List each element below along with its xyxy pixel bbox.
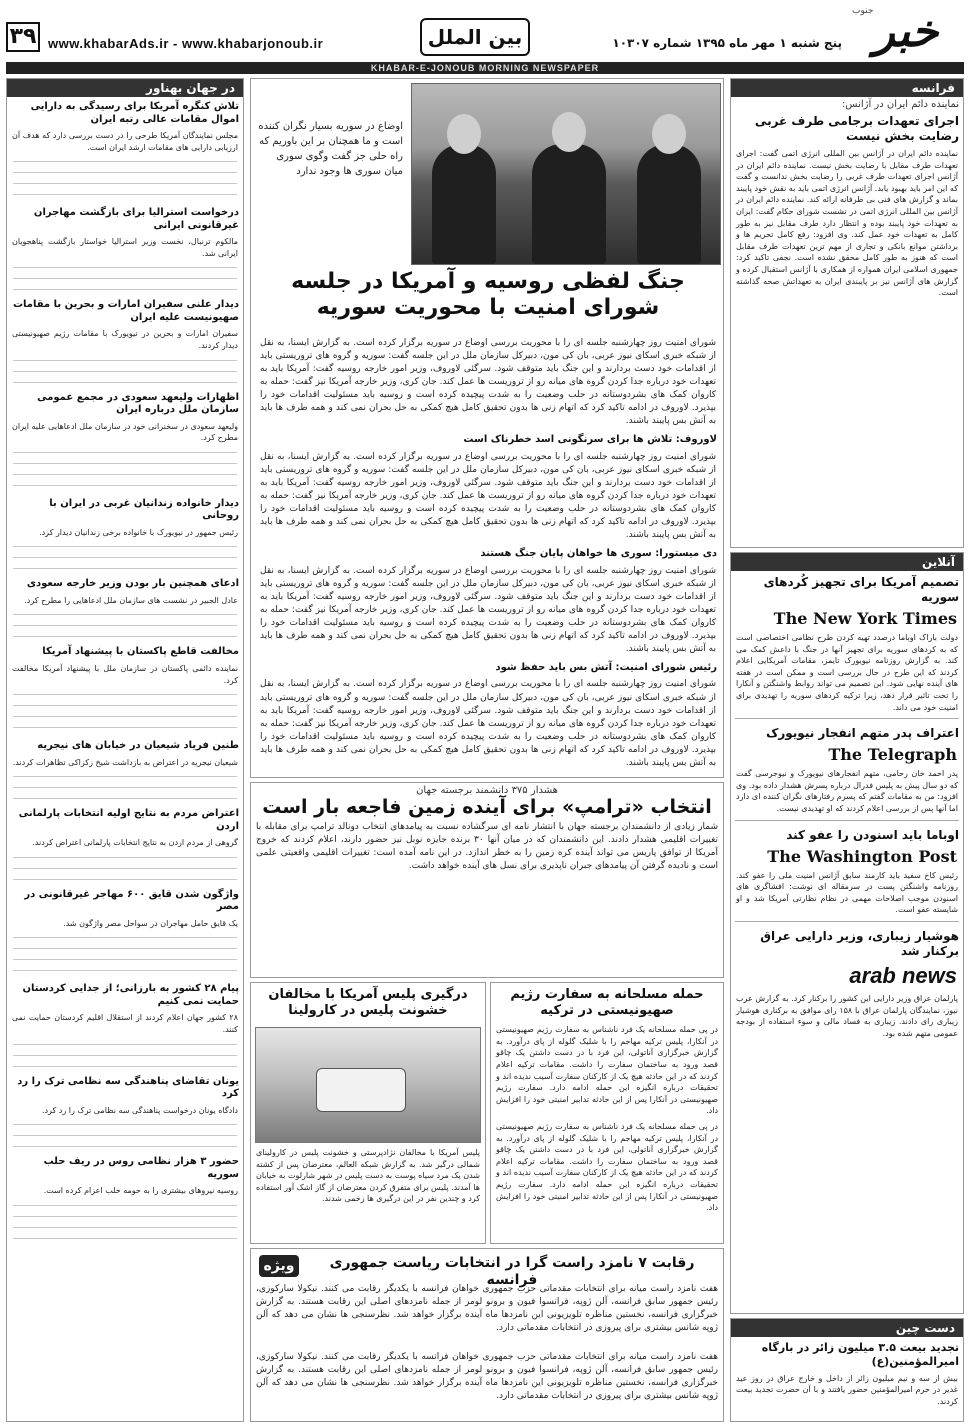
article-headline: رقابت ۷ نامزد راست گرا در انتخابات ریاست جمهوری فرانسه bbox=[329, 1255, 695, 1288]
text-lines bbox=[13, 933, 237, 977]
date-line: پنج شنبه ۱ مهر ماه ۱۳۹۵ شماره ۱۰۳۰۷ bbox=[612, 36, 842, 50]
france-section bbox=[730, 78, 964, 548]
main-photo bbox=[411, 83, 721, 265]
arab-news-logo: arab news bbox=[849, 962, 957, 988]
left-item-body: نماینده دائمی پاکستان در سازمان ملل با پیشنهاد آمریکا مخالفت کرد. bbox=[12, 663, 238, 685]
text-lines bbox=[13, 772, 237, 802]
online-section bbox=[730, 552, 964, 1314]
text-lines bbox=[13, 610, 237, 640]
left-column bbox=[6, 78, 244, 1422]
subheading: دی میستورا: سوری ها خواهان پایان جنگ هستند bbox=[480, 548, 717, 560]
turkey-story bbox=[490, 982, 724, 1244]
newspaper-logo: خبر bbox=[873, 6, 939, 57]
article-kicker: نماینده دائم ایران در آژانس: bbox=[841, 99, 959, 110]
article-body: شورای امنیت روز چهارشنبه جلسه ای را با محوریت بررسی اوضاع در سوریه برگزار کرده است. به گزارش ایسنا، به نقل از شبکه خبری اسکای نیوز عربی، بان کی مون، دبیرکل سازمان ملل در این جلسه گفت: سوریه و گروه های تروریستی باید از اقدامات خود دست بردارند و این جنگ باید متوقف شود. سرگئی لاوروف، وزیر امور خارجه روسیه گفت: آمریکا باید به تعهدات خود درباره جدا کردن گروه های میانه رو از تروریست ها عمل کند. جان کری، وزیر خارجه آمریکا نیز گفت: حمله به کاروان کمک های بشردوستانه در حلب وضعیت را به شدت پیچیده کرده است و روسیه باید مسئولیت اقدامات خود را بپذیرد. لاوروف در ادامه تاکید کرد که اتهام زنی ها بدون تحقیق کامل هیچ کمکی به حل بحران نمی کند و همه طرف ها باید به آتش بس پایبند باشند. bbox=[260, 679, 716, 768]
masthead-banner: KHABAR-E-JONOUB MORNING NEWSPAPER bbox=[6, 62, 964, 74]
article-body: نماینده دائم ایران در آژانس بین المللی انرژی اتمی گفت: اجرای تعهدات طرف مقابل با رضایت بخش نیست. نماینده دائم ایران در آژانس اجرای تعهدات طرف غربی را رضایت بخش ندانست و گفت که این امر باید بهبود یابد. آژانس انرژی اتمی باید به نقش خود پایبند بماند و گزارش های فنی بی طرفانه ارائه کند. نماینده دائم ایران در آژانس بین المللی انرژی اتمی در نشست شورای حکام گفت: ایران به تعهدات خود پایبند بوده و انتظار دارد طرف مقابل نیز به طور کامل به تعهدات خود عمل کند. وی افزود: رفع کامل تحریم ها و برداشتن موانع بانکی و تجاری از مهم ترین تعهدات طرف مقابل است که هنوز به طور کامل محقق نشده است. نجفی تاکید کرد: جمهوری اسلامی ایران همواره از همکاری با آژانس استقبال کرده و گزارش های آژانس نیز بر پایبندی ایران به تعهداتش صحه گذاشته است. bbox=[736, 149, 958, 298]
left-item-headline: درخواست استرالیا برای بازگشت مهاجران غیرقانونی ایرانی bbox=[33, 207, 239, 231]
text-lines bbox=[13, 1120, 237, 1150]
left-item-body: یک قایق حامل مهاجران در سواحل مصر واژگون شد. bbox=[63, 918, 238, 928]
article-body: شورای امنیت روز چهارشنبه جلسه ای را با محوریت بررسی اوضاع در سوریه برگزار کرده است. به گزارش ایسنا، به نقل از شبکه خبری اسکای نیوز عربی، بان کی مون، دبیرکل سازمان ملل در این جلسه گفت: سوریه و گروه های تروریستی باید از اقدامات خود دست بردارند و این جنگ باید متوقف شود. سرگئی لاوروف، وزیر امور خارجه روسیه گفت: آمریکا باید به تعهدات خود درباره جدا کردن گروه های میانه رو از تروریست ها عمل کند. جان کری، وزیر خارجه آمریکا نیز گفت: حمله به کاروان کمک های بشردوستانه در حلب وضعیت را به شدت پیچیده کرده است و روسیه باید مسئولیت اقدامات خود را بپذیرد. لاوروف در ادامه تاکید کرد که اتهام زنی ها بدون تحقیق کامل هیچ کمکی به حل بحران نمی کند و همه طرف ها باید به آتش بس پایبند باشند. bbox=[260, 451, 716, 541]
left-item-headline: حضور ۳ هزار نظامی روس در ریف حلب سوریه bbox=[43, 1156, 239, 1180]
left-item-headline: یونان تقاضای پناهندگی سه نظامی ترک را رد کرد bbox=[17, 1075, 239, 1100]
usa-story bbox=[250, 982, 486, 1244]
article-body: شورای امنیت روز چهارشنبه جلسه ای را با محوریت بررسی اوضاع در سوریه برگزار کرده است. به گزارش ایسنا، به نقل از شبکه خبری اسکای نیوز عربی، بان کی مون، دبیرکل سازمان ملل در این جلسه گفت: سوریه و گروه های تروریستی باید از اقدامات خود دست بردارند و این جنگ باید متوقف شود. سرگئی لاوروف، وزیر امور خارجه روسیه گفت: آمریکا باید به تعهدات خود درباره جدا کردن گروه های میانه رو از تروریست ها عمل کند. جان کری، وزیر خارجه آمریکا نیز گفت: حمله به کاروان کمک های بشردوستانه در حلب وضعیت را به شدت پیچیده کرده است و روسیه باید مسئولیت اقدامات خود را بپذیرد. لاوروف در ادامه تاکید کرد که اتهام زنی ها بدون تحقیق کامل هیچ کمکی به حل بحران نمی کند و همه طرف ها باید به آتش بس پایبند باشند. bbox=[260, 338, 716, 427]
text-lines bbox=[13, 1040, 237, 1070]
left-item-body: رئیس جمهور در نیویورک با خانواده برخی زندانیان دیدار کرد. bbox=[39, 527, 238, 537]
washington-post-logo: The Washington Post bbox=[767, 846, 957, 866]
left-item-body: ۲۸ کشور جهان اعلام کردند از استقلال اقلیم کردستان حمایت نمی کنند. bbox=[12, 1013, 238, 1034]
websites[interactable]: www.khabarAds.ir - www.khabarjonoub.ir bbox=[48, 36, 324, 51]
article-headline: هوشیار زیباری، وزیر دارایی عراق برکنار شد bbox=[760, 928, 959, 958]
article-headline: اجرای تعهدات برجامی طرف غربی رضایت بخش نیست bbox=[754, 114, 959, 143]
left-item-headline: مخالفت قاطع پاکستان با پیشنهاد آمریکا bbox=[42, 646, 239, 658]
dastchin-section bbox=[730, 1318, 964, 1422]
left-item-headline: پیام ۲۸ کشور به بارزانی؛ از جدایی کردستان حمایت نمی کنیم bbox=[22, 983, 239, 1007]
subheading: رئیس شورای امنیت: آتش بس باید حفظ شود bbox=[495, 661, 717, 673]
section-title: بین الملل bbox=[420, 18, 530, 56]
article-headline: اعتراف پدر متهم انفجار نیویورک bbox=[766, 726, 959, 741]
article-headline: حمله مسلحانه به سفارت رژیم صهیونیستی در ترکیه bbox=[510, 987, 704, 1018]
article-body: بیش از سه و نیم میلیون زائر از داخل و خارج عراق در روز عید غدیر در حرم امیرالمؤمنین حضور یافتند و با آن حضرت تجدید بیعت کردند. bbox=[736, 1373, 958, 1406]
article-body: هفت نامزد راست میانه برای انتخابات مقدماتی حزب جمهوری خواهان فرانسه با یکدیگر رقابت می کنند. نیکولا سارکوزی، رئیس جمهور سابق فرانسه، آلن ژوپه، فرانسوا فیون و برونو لومر از جمله نامزدهای اصلی این رقابت هستند. به گزارش خبرگزاری فرانسه، نخستین مناظره تلویزیونی این نامزدها ماه آینده برگزار خواهد شد. نظرسنجی ها نشان می دهد که آلن ژوپه شانس بیشتری برای پیروزی در انتخابات مقدماتی دارد. bbox=[256, 1352, 718, 1402]
left-item-headline: اظهارات ولیعهد سعودی در مجمع عمومی سازمان ملل درباره ایران bbox=[37, 391, 239, 416]
main-headline: جنگ لفظی روسیه و آمریکا در جلسه شورای امنیت با محوریت سوریه bbox=[291, 269, 685, 321]
person-head bbox=[652, 114, 686, 154]
article-kicker: هشدار ۳۷۵ دانشمند برجسته جهان bbox=[416, 785, 558, 796]
text-lines bbox=[13, 542, 237, 572]
left-item-body: مالکوم ترنبال، نخست وزیر استرالیا خواستار بازگشت پناهجویان ایرانی شد. bbox=[12, 237, 238, 258]
person-head bbox=[552, 112, 586, 152]
left-item-headline: تلاش کنگره آمریکا برای رسیدگی به دارایی اموال مقامات عالی رتبه ایران bbox=[30, 101, 239, 125]
left-item-headline: ادعای همچنین بار بودن وزیر خارجه سعودی bbox=[26, 578, 239, 590]
special-tag: ویژه bbox=[259, 1255, 299, 1277]
trump-story bbox=[250, 782, 724, 978]
article-body: دولت باراک اوباما درصدد تهیه کردن طرح نظامی اختصاصی است که به کردهای سوریه برای تجهیز آنها در جنگ با داعش کمک می کند. به گزارش روزنامه نیویورک تایمز، مقامات آمریکایی اعلام کردند که این طرح در حال بررسی است و ممکن است در هفته های آینده نهایی شود. این تصمیم می تواند روابط واشنگتن و آنکارا را تحت تاثیر قرار دهد، زیرا ترکیه کردهای سوریه را تهدیدی برای امنیت خود می داند. bbox=[736, 633, 958, 712]
article-body: پدر احمد خان رحامی، متهم انفجارهای نیویورک و نیوجرسی گفت که دو سال پیش به پلیس فدرال درباره پسرش هشدار داده بود. وی افزود: من به مقامات گفتم که پسرم رفتارهای نگران کننده ای دارد اما آنها پس از بررسی اعلام کردند که او تهدیدی نیست. bbox=[736, 769, 958, 813]
left-item-headline: دیدار علنی سفیران امارات و بحرین با مقامات صهیونیست علیه ایران bbox=[12, 299, 239, 323]
article-body: پلیس آمریکا با مخالفان نژادپرستی و خشونت پلیس در کارولینای شمالی درگیر شد. به گزارش شبکه العالم، معترضان پس از کشته شدن یک مرد سیاه پوست به دست پلیس در شهر شارلوت به خیابان ها آمدند. پلیس برای متفرق کردن معترضان از گاز اشک آور استفاده کرد و چندین نفر در این درگیری ها زخمی شدند. bbox=[256, 1148, 480, 1204]
divider bbox=[735, 820, 959, 821]
text-lines bbox=[13, 157, 237, 201]
section-tab-dastchin: دست چین bbox=[731, 1319, 963, 1337]
left-item-headline: طنین فریاد شیعیان در خیابان های نیجریه bbox=[37, 740, 239, 752]
article-headline: تجدید بیعت ۳.۵ میلیون زائر در بارگاه امیرالمؤمنین(ع) bbox=[761, 1341, 959, 1368]
section-tab-france: فرانسه bbox=[731, 79, 963, 97]
person-shape bbox=[432, 144, 496, 264]
main-story bbox=[250, 78, 724, 778]
person-shape bbox=[532, 144, 606, 264]
article-body: در پی حمله مسلحانه یک فرد ناشناس به سفارت رژیم صهیونیستی در آنکارا، پلیس ترکیه مهاجم را با شلیک گلوله از پای درآورد. به گزارش خبرگزاری آناتولی، این فرد با در دست داشتن یک چاقو قصد ورود به ساختمان سفارت را داشت. مقامات ترکیه اعلام کردند که در این حادثه هیچ یک از کارکنان سفارت آسیب ندیده اند و تحقیقات درباره انگیزه این حمله ادامه دارد. سفارت رژیم صهیونیستی در آنکارا پس از این حادثه تدابیر امنیتی خود را افزایش داد. bbox=[496, 1121, 718, 1213]
left-item-body: گروهی از مردم اردن به نتایج انتخابات پارلمانی اعتراض کردند. bbox=[32, 838, 238, 848]
left-item-body: عادل الجبیر در نشست های سازمان ملل ادعاهایی را مطرح کرد. bbox=[24, 595, 238, 605]
left-item-body: مجلس نمایندگان آمریکا طرحی را در دست بررسی دارد که هدف آن ارزیابی دارایی های مقامات ارشد ایران است. bbox=[12, 131, 238, 152]
article-body: رئیس کاخ سفید باید کارمند سابق آژانس امنیت ملی را عفو کند. روزنامه واشنگتن پست در سرمقاله ای نوشت: افشاگری های اسنودن موجب اصلاحات مهمی در نظام نظارتی آمریکا شد و او شایسته عفو است. bbox=[736, 870, 958, 915]
article-headline: اوباما باید اسنودن را عفو کند bbox=[786, 827, 959, 842]
left-item-headline: اعتراض مردم به نتایج اولیه انتخابات پارلمانی اردن bbox=[18, 808, 239, 832]
left-item-body: سفیران امارات و بحرین در نیویورک با مقامات رژیم صهیونیستی دیدار کردند. bbox=[12, 329, 238, 350]
left-item-body: ولیعهد سعودی در سخنرانی خود در سازمان ملل ادعاهایی علیه ایران مطرح کرد. bbox=[12, 421, 238, 443]
text-lines bbox=[13, 448, 237, 492]
article-body: پارلمان عراق وزیر دارایی این کشور را برکنار کرد. به گزارش عرب نیوز، نمایندگان پارلمان عراق با ۱۵۸ رای موافق به برکناری هوشیار زیباری رای دادند. زیباری به فساد مالی و سوء استفاده از بودجه عمومی متهم شده بود. bbox=[736, 993, 958, 1038]
left-item-headline: واژگون شدن قایق ۶۰۰ مهاجر غیرقانونی در مصر bbox=[24, 888, 239, 913]
protest-photo bbox=[255, 1027, 481, 1143]
text-lines bbox=[13, 853, 237, 883]
article-body: در پی حمله مسلحانه یک فرد ناشناس به سفارت رژیم صهیونیستی در آنکارا، پلیس ترکیه مهاجم را با شلیک گلوله از پای درآورد. به گزارش خبرگزاری آناتولی، این فرد با در دست داشتن یک چاقو قصد ورود به ساختمان سفارت را داشت. مقامات ترکیه اعلام کردند که در این حادثه هیچ یک از کارکنان سفارت آسیب ندیده اند و تحقیقات درباره انگیزه این حمله ادامه دارد. سفارت رژیم صهیونیستی در آنکارا پس از این حادثه تدابیر امنیتی خود را افزایش داد. bbox=[496, 1025, 718, 1116]
article-headline: تصمیم آمریکا برای تجهیز کُردهای سوریه bbox=[763, 575, 959, 604]
left-item-body: روسیه نیروهای بیشتری را به حومه حلب اعزام کرده است. bbox=[43, 1186, 238, 1196]
divider bbox=[735, 718, 959, 719]
text-lines bbox=[13, 263, 237, 293]
left-item-body: شیعیان نیجریه در اعتراض به بازداشت شیخ زکزاکی تظاهرات کردند. bbox=[12, 757, 238, 767]
left-item-headline: دیدار خانواده زندانیان غربی در ایران با روحانی bbox=[49, 497, 239, 522]
pull-quote: اوضاع در سوریه بسیار نگران کننده است و ما همچنان بر این باوریم که راه حلی جز گفت وگوی سوری میان سوری ها وجود ندارد bbox=[258, 121, 403, 177]
section-tab-online: آنلاین bbox=[731, 553, 963, 571]
subheading: لاوروف: تلاش ها برای سرنگونی اسد خطرناک است bbox=[463, 434, 717, 446]
logo-subtitle: جنوب bbox=[852, 6, 874, 16]
person-shape bbox=[637, 144, 701, 264]
article-body: شمار زیادی از دانشمندان برجسته جهان با انتشار نامه ای سرگشاده نسبت به پیامدهای انتخاب دونالد ترامپ برای مقابله با تغییرات اقلیمی هشدار دادند. این دانشمندان که در میان آنها ۳۰ برنده جایزه نوبل نیز حضور دارند، اعلام کردند که خروج آمریکا از توافق پاریس می تواند آینده کره زمین را به خطر اندازد. در این نامه آمده است: تغییرات اقلیمی واقعیتی علمی است و نادیده گرفتن آن پیامدهای جبران ناپذیری برای نسل های آینده خواهد داشت. bbox=[256, 821, 718, 871]
left-item-body: دادگاه یونان درخواست پناهندگی سه نظامی ترک را رد کرد. bbox=[41, 1105, 238, 1115]
nyt-logo: The New York Times bbox=[773, 609, 957, 628]
article-headline: انتخاب «ترامپ» برای آینده زمین فاجعه بار است bbox=[262, 796, 712, 818]
divider bbox=[735, 921, 959, 922]
person-head bbox=[447, 114, 481, 154]
page-number: ۳۹ bbox=[6, 22, 40, 52]
text-lines bbox=[13, 690, 237, 734]
telegraph-logo: The Telegraph bbox=[828, 745, 957, 765]
france-election-story bbox=[250, 1248, 724, 1422]
article-body: شورای امنیت روز چهارشنبه جلسه ای را با محوریت بررسی اوضاع در سوریه برگزار کرده است. به گزارش ایسنا، به نقل از شبکه خبری اسکای نیوز عربی، بان کی مون، دبیرکل سازمان ملل در این جلسه گفت: سوریه و گروه های تروریستی باید از اقدامات خود دست بردارند و این جنگ باید متوقف شود. سرگئی لاوروف، وزیر امور خارجه روسیه گفت: آمریکا باید به تعهدات خود درباره جدا کردن گروه های میانه رو از تروریست ها عمل کند. جان کری، وزیر خارجه آمریکا نیز گفت: حمله به کاروان کمک های بشردوستانه در حلب وضعیت را به شدت پیچیده کرده است و روسیه باید مسئولیت اقدامات خود را بپذیرد. لاوروف در ادامه تاکید کرد که اتهام زنی ها بدون تحقیق کامل هیچ کمکی به حل بحران نمی کند و همه طرف ها باید به آتش بس پایبند باشند. bbox=[260, 565, 716, 654]
main-body-wrap bbox=[255, 335, 721, 775]
article-headline: درگیری پلیس آمریکا با مخالفان خشونت پلیس در کارولینا bbox=[268, 987, 468, 1018]
section-tab-world: در جهان بهناور bbox=[7, 79, 243, 97]
text-lines bbox=[13, 356, 237, 386]
article-body: هفت نامزد راست میانه برای انتخابات مقدماتی حزب جمهوری خواهان فرانسه با یکدیگر رقابت می کنند. نیکولا سارکوزی، رئیس جمهور سابق فرانسه، آلن ژوپه، فرانسوا فیون و برونو لومر از جمله نامزدهای اصلی این رقابت هستند. به گزارش خبرگزاری فرانسه، نخستین مناظره تلویزیونی این نامزدها ماه آینده برگزار خواهد شد. نظرسنجی ها نشان می دهد که آلن ژوپه شانس بیشتری برای پیروزی در انتخابات مقدماتی دارد. bbox=[256, 1284, 718, 1334]
left-items bbox=[7, 97, 243, 1245]
police-car-shape bbox=[316, 1068, 406, 1112]
text-lines bbox=[13, 1201, 237, 1245]
